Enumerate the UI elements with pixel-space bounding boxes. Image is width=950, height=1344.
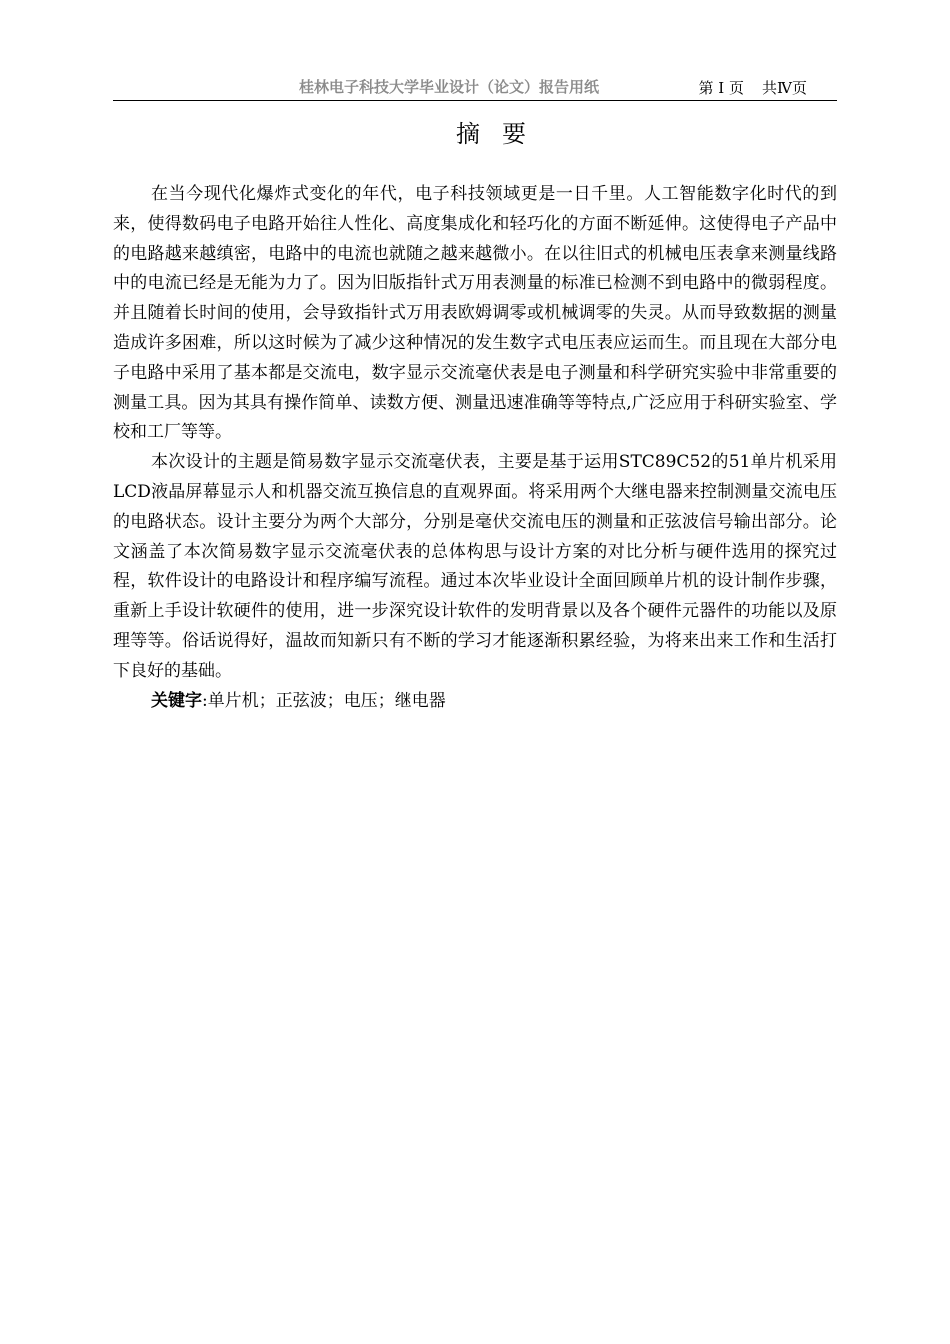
header-page-number: [699, 77, 807, 98]
keywords-text: :单片机；正弦波；电压；继电器: [202, 690, 446, 711]
header-school-name: 桂林电子科技大学毕业设计（论文）报告用纸: [299, 78, 600, 96]
abstract-paragraph-1: 在当今现代化爆炸式变化的年代，电子科技领域更是一日千里。人工智能数字化时代的到来，使得数码电子电路开始往人性化、高度集成化和轻巧化的方面不断延伸。这使得电子产品中的电路越来越缜密，电路中的电流也就随之越来越微小。在以往旧式的机械电压表拿来测量线路中的电流已经是无能为力了。因为旧版指针式万用表测量的标准已检测不到电路中的微弱程度。并且随着长时间的使用，会导致指针式万用表欧姆调零或机械调零的失灵。从而导致数据的测量造成许多困难，所以这时候为了减少这种情况的发生数字式电压表应运而生。而且现在大部分电子电路中采用了基本都是交流电，数字显示交流毫伏表是电子测量和科学研究实验中非常重要的测量工具。因为其具有操作简单、读数方便、测量迅速准确等等特点,广泛应用于科研实验室、学校和工厂等等。: [113, 184, 837, 443]
header-total-label: 共Ⅳ页: [762, 79, 807, 97]
abstract-paragraph-2: 本次设计的主题是简易数字显示交流毫伏表，主要是基于运用STC89C52的51单片机采用LCD液晶屏幕显示人和机器交流互换信息的直观界面。将采用两个大继电器来控制测量交流电压的电路状态。设计主要分为两个大部分，分别是毫伏交流电压的测量和正弦波信号输出部分。论文涵盖了本次简易数字显示交流毫伏表的总体构思与设计方案的对比分析与硬件选用的探究过程，软件设计的电路设计和程序编写流程。通过本次毕业设计全面回顾单片机的设计制作步骤，重新上手设计软硬件的使用，进一步深究设计软件的发明背景以及各个硬件元器件的功能以及原理等等。俗话说得好，温故而知新只有不断的学习才能逐渐积累经验，为将来出来工作和生活打下良好的基础。: [113, 452, 837, 681]
keywords-line: [113, 687, 837, 717]
header-page-label: 第 I 页: [698, 79, 744, 97]
keywords-label: 关键字: [151, 690, 202, 711]
page-header: [113, 72, 837, 102]
header-rule: [113, 100, 837, 101]
abstract-body: [113, 180, 837, 716]
page-title: 摘要: [456, 120, 548, 148]
